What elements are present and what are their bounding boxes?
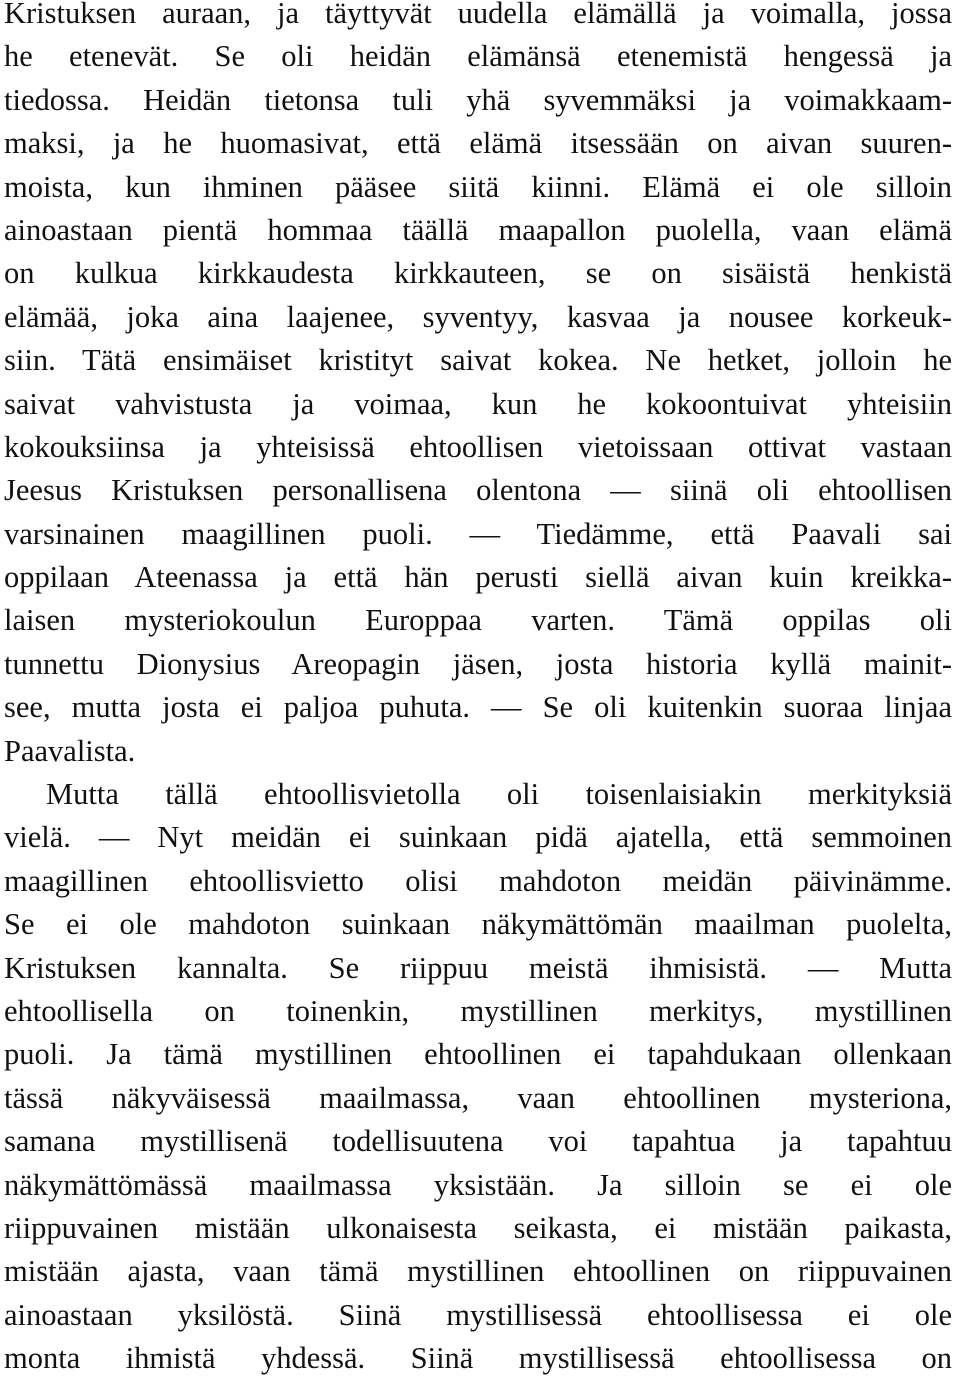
text-line: elämää, joka aina laajenee, syventyy, kasvaa ja nousee korkeuk- xyxy=(4,299,952,334)
text-line: kokouksiinsa ja yhteisissä ehtoollisen vietoissaan ottivat vastaan xyxy=(4,429,952,464)
text-line: ehtoollisella on toinenkin, mystillinen merkitys, mystillinen xyxy=(4,993,952,1028)
text-line: ainoastaan pientä hommaa täällä maapallon puolella, vaan elämä xyxy=(4,212,952,247)
text-line: laisen mysteriokoulun Europpaa varten. Tämä oppilas oli xyxy=(4,603,952,638)
text-line: on kulkua kirkkaudesta kirkkauteen, se on sisäistä henkistä xyxy=(4,256,952,291)
text-line: monta ihmistä yhdessä. Siinä mystillisessä ehtoollisessa on xyxy=(4,1341,952,1376)
document-page xyxy=(4,0,952,1381)
text-line: tunnettu Dionysius Areopagin jäsen, josta historia kyllä mainit- xyxy=(4,646,952,681)
text-line: see, mutta josta ei paljoa puhuta. — Se oli kuitenkin suoraa linjaa xyxy=(4,690,952,725)
text-line: vielä. — Nyt meidän ei suinkaan pidä ajatella, että semmoinen xyxy=(4,820,952,855)
text-line: ainoastaan yksilöstä. Siinä mystillisessä ehtoollisessa ei ole xyxy=(4,1297,952,1332)
text-line: saivat vahvistusta ja voimaa, kun he kokoontuivat yhteisiin xyxy=(4,386,952,421)
text-line: maksi, ja he huomasivat, että elämä itsessään on aivan suuren- xyxy=(4,126,952,161)
text-line: Kristuksen kannalta. Se riippuu meistä ihmisistä. — Mutta xyxy=(4,950,952,985)
text-line: siin. Tätä ensimäiset kristityt saivat kokea. Ne hetket, jolloin he xyxy=(4,343,952,378)
text-line: Jeesus Kristuksen personallisena olentona — siinä oli ehtoollisen xyxy=(4,473,952,508)
text-line: mistään ajasta, vaan tämä mystillinen ehtoollinen on riippuvainen xyxy=(4,1254,952,1289)
text-line: he etenevät. Se oli heidän elämänsä etenemistä hengessä ja xyxy=(4,39,952,74)
text-line: Se ei ole mahdoton suinkaan näkymättömän maailman puolelta, xyxy=(4,907,952,942)
text-line: maagillinen ehtoollisvietto olisi mahdoton meidän päivinämme. xyxy=(4,863,952,898)
text-line: tiedossa. Heidän tietonsa tuli yhä syvemmäksi ja voimakkaam- xyxy=(4,82,952,117)
text-line: moista, kun ihminen pääsee siitä kiinni. Elämä ei ole silloin xyxy=(4,169,952,204)
document-body xyxy=(4,0,952,1381)
text-line: Paavalista. xyxy=(4,733,136,768)
text-line: Mutta tällä ehtoollisvietolla oli toisenlaisiakin merkityksiä xyxy=(46,777,952,812)
text-line: Kristuksen auraan, ja täyttyvät uudella elämällä ja voimalla, jossa xyxy=(4,0,952,30)
text-line: samana mystillisenä todellisuutena voi tapahtua ja tapahtuu xyxy=(4,1124,952,1159)
text-line: näkymättömässä maailmassa yksistään. Ja silloin se ei ole xyxy=(4,1167,952,1202)
text-line: riippuvainen mistään ulkonaisesta seikasta, ei mistään paikasta, xyxy=(4,1210,952,1245)
text-line: oppilaan Ateenassa ja että hän perusti siellä aivan kuin kreikka- xyxy=(4,560,952,595)
text-line: varsinainen maagillinen puoli. — Tiedämme, että Paavali sai xyxy=(4,516,952,551)
text-line: tässä näkyväisessä maailmassa, vaan ehtoollinen mysteriona, xyxy=(4,1080,952,1115)
text-line: puoli. Ja tämä mystillinen ehtoollinen ei tapahdukaan ollenkaan xyxy=(4,1037,952,1072)
